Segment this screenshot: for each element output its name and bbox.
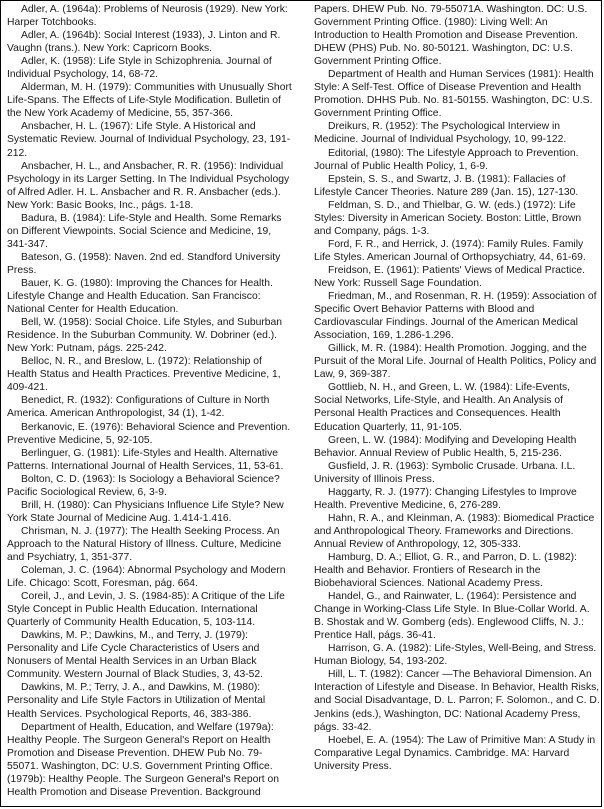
reference-entry: Bateson, G. (1958): Naven. 2nd ed. Standford University Press.: [7, 251, 281, 276]
reference-entry: Green, L. W. (1984): Modifying and Developing Health Behavior. Annual Review of Public Health, 5, 215-236.: [314, 434, 577, 459]
reference-entry: Berlinguer, G. (1981): Life-Styles and Health. Alternative Patterns. International Journal of Health Services, 11, 53-61.: [7, 447, 284, 472]
reference-entry: Papers. DHEW Pub. No. 79-55071A. Washington. DC: U.S. Government Printing Office. (1980): Living Well: An Introduction to Health Promotion and Disease Prevention. DHEW (PHS) Pub. No. 80-50121. Washington, DC: U.S. Government Printing Office.: [314, 4, 588, 68]
reference-entry: Adler, A. (1964a): Problems of Neurosis (1929). New York: Harper Totchbooks.: [7, 4, 288, 29]
reference-entry: Hahn, R. A., and Kleinman, A. (1983): Biomedical Practice and Anthropological Theory. Frameworks and Directions. Annual Review of Anthropology, 12, 305-333.: [314, 512, 595, 550]
reference-entry: Bolton, C. D. (1963): Is Sociology a Behavioral Science? Pacific Sociological Review, 6, 3-9.: [7, 473, 280, 498]
reference-entry: Belloc, N. R., and Breslow, L. (1972): Relationship of Health Status and Health Practices. Preventive Medicine, 1, 409-421.: [7, 356, 281, 394]
reference-entry: Hamburg, D. A.; Elliot, G. R., and Parron, D. L. (1982): Health and Behavior. Frontiers of Research in the Biobehavioral Sciences. National Academy Press.: [314, 551, 577, 590]
reference-entry: Adler, K. (1958): Life Style in Schizophrenia. Journal of Individual Psychology, 14, 68-72.: [7, 56, 272, 81]
reference-entry: Coleman, J. C. (1964): Abnormal Psychology and Modern Life. Chicago: Scott, Foresman, pág. 664.: [7, 565, 286, 590]
reference-entry: Berkanovic, E. (1976): Behavioral Science and Prevention. Preventive Medicine, 5, 92-105.: [7, 421, 291, 446]
reference-entry: Badura, B. (1984): Life-Style and Health. Some Remarks on Different Viewpoints. Social Science and Medicine, 19, 341-347.: [7, 212, 282, 250]
reference-entry: Bauer, K. G. (1980): Improving the Chances for Health. Lifestyle Change and Health Education. San Francisco: National Center for Health Education.: [7, 277, 273, 316]
reference-entry: Epstein, S. S., and Swartz, J. B. (1981): Fallacies of Lifestyle Cancer Theories. Nature 289 (Jan. 15), 127-130.: [314, 173, 579, 198]
reference-entry: Harrison, G. A. (1982): Life-Styles, Well-Being, and Stress. Human Biology, 54, 193-202.: [314, 643, 597, 668]
reference-entry: Dawkins, M. P.; Dawkins, M., and Terry, J. (1979): Personality and Life Cycle Characteristics of Users and Nonusers of Mental Health Services in an Urban Black Community. Western Journal of Black Studies, 3, 43-52.: [7, 630, 264, 681]
reference-entry: Ford, F. R., and Herrick, J. (1974): Family Rules. Family Life Styles. American Journal of Orthopsychiatry, 44, 61-69.: [314, 238, 586, 263]
reference-entry: Adler, A. (1964b): Social Interest (1933), J. Linton and R. Vaughn (trans.). New York: Capricorn Books.: [7, 30, 281, 55]
reference-entry: Bell, W. (1958): Social Choice. Life Styles, and Suburban Residence. In the Suburban Community. W. Dobriner (ed.). New York: Putnam, págs. 225-242.: [7, 317, 283, 355]
reference-entry: Handel, G., and Rainwater, L. (1964): Persistence and Change in Working-Class Life Style. In Blue-Collar World. A. B. Shostak and W. Gomberg (eds). Englewood Cliffs, N. J.: Prentice Hall, págs. 36-41.: [314, 591, 590, 642]
reference-entry: Ansbacher, H. L., and Ansbacher, R. R. (1956): Individual Psychology in its Larger Setting. In The Individual Psychology of Alfred Adler. H. L. Ansbacher and R. R. Ansbacher (eds.). New York: Basic Books, Inc., págs. 1-18.: [7, 160, 290, 211]
reference-entry: Feldman, S. D., and Thielbar, G. W. (eds.) (1972): Life Styles: Diversity in American Society. Boston: Little, Brown and Company, págs. 1-3.: [314, 199, 582, 237]
reference-entry: Coreil, J., and Levin, J. S. (1984-85): A Critique of the Life Style Concept in Public Health Education. International Quarterly of Community Health Education, 5, 103-114.: [7, 591, 285, 629]
reference-entry: Dawkins, M. P.; Terry, J. A., and Dawkins, M. (1980): Personality and Life Style Factors in Utilization of Mental Health Services. Psychological Reports, 46, 383-386.: [7, 682, 266, 720]
reference-entry: Benedict, R. (1932): Configurations of Culture in North America. American Anthropologist, 34 (1), 1-42.: [7, 395, 270, 420]
reference-entry: Chrisman, N. J. (1977): The Health Seeking Process. An Approach to the Natural History of Illness. Culture, Medicine and Psychiatry, 1, 351-377.: [7, 525, 282, 563]
reference-entry: Hill, L. T. (1982): Cancer —The Behavioral Dimension. An Interaction of Lifestyle and Disease. In Behavior, Health Risks, and Social Disadvantage, D. L. Parron; F. Solomon., and C. D. Jenkins (eds.), Washington, DC: National Academy Press, págs. 33-42.: [314, 669, 600, 733]
reference-entry: Gillick, M. R. (1984): Health Promotion. Jogging, and the Pursuit of the Moral Life. Journal of Health Politics, Policy and Law, 9, 369-387.: [314, 343, 597, 381]
reference-entry: Ansbacher, H. L. (1967): Life Style. A Historical and Systematic Review. Journal of Individual Psychology, 23, 191-212.: [7, 121, 291, 159]
reference-entry: Department of Health and Human Services (1981): Health Style: A Self-Test. Office of Disease Prevention and Health Promotion. DHHS Pub. No. 81-50155. Washington, DC: U.S. Government Printing Office.: [314, 69, 594, 120]
reference-entry: Gottlieb, N. H., and Green, L. W. (1984): Life-Events, Social Networks, Life-Style, and Health. An Analysis of Personal Health Practices and Consequences. Health Education Quarterly, 11, 91-105.: [314, 382, 571, 433]
reference-entry: Brill, H. (1980): Can Physicians Influence Life Style? New York State Journal of Medicine Aug. 1.414-1.416.: [7, 499, 284, 524]
reference-entry: Dreikurs, R. (1952): The Psychological Interview in Medicine. Journal of Individual Psychology, 10, 99-122.: [314, 121, 567, 146]
reference-entry: Haggarty, R. J. (1977): Changing Lifestyles to Improve Health. Preventive Medicine, 6, 276-289.: [314, 486, 577, 511]
reference-entry: Freidson, E. (1961): Patients' Views of Medical Practice. New York: Russell Sage Foundation.: [314, 264, 586, 289]
reference-entry: Alderman, M. H. (1979): Communities with Unusually Short Life-Spans. The Effects of Life-Style Modification. Bulletin of the New York Academy of Medicine, 55, 357-366.: [7, 82, 292, 120]
left-column: [7, 3, 293, 799]
reference-entry: Editorial, (1980): The Lifestyle Approach to Prevention. Journal of Public Health Policy, 1, 6-9.: [314, 147, 579, 172]
reference-entry: Gusfield, J. R. (1963): Symbolic Crusade. Urbana. I.L. University of Illinois Press.: [314, 460, 576, 485]
right-column: [314, 3, 600, 773]
reference-entry: Department of Health, Education, and Welfare (1979a): Healthy People. The Surgeon General's Report on Health Promotion and Disease Prevention. DHEW Pub No. 79-55071. Washington, DC: U.S. Government Printing Office. (1979b): Healthy People. The Surgeon General's Report on Health Promotion and Disease Prevention. Background: [7, 721, 280, 798]
reference-entry: Friedman, M., and Rosenman, R. H. (1959): Association of Specific Overt Behavior Patterns with Blood and Cardiovascular Findings. Journal of the American Medical Association, 169, 1.286-1.296.: [314, 291, 597, 342]
reference-entry: Hoebel, E. A. (1954): The Law of Primitive Man: A Study in Comparative Legal Dynamics. Cambridge. MA: Harvard University Press.: [314, 734, 596, 772]
